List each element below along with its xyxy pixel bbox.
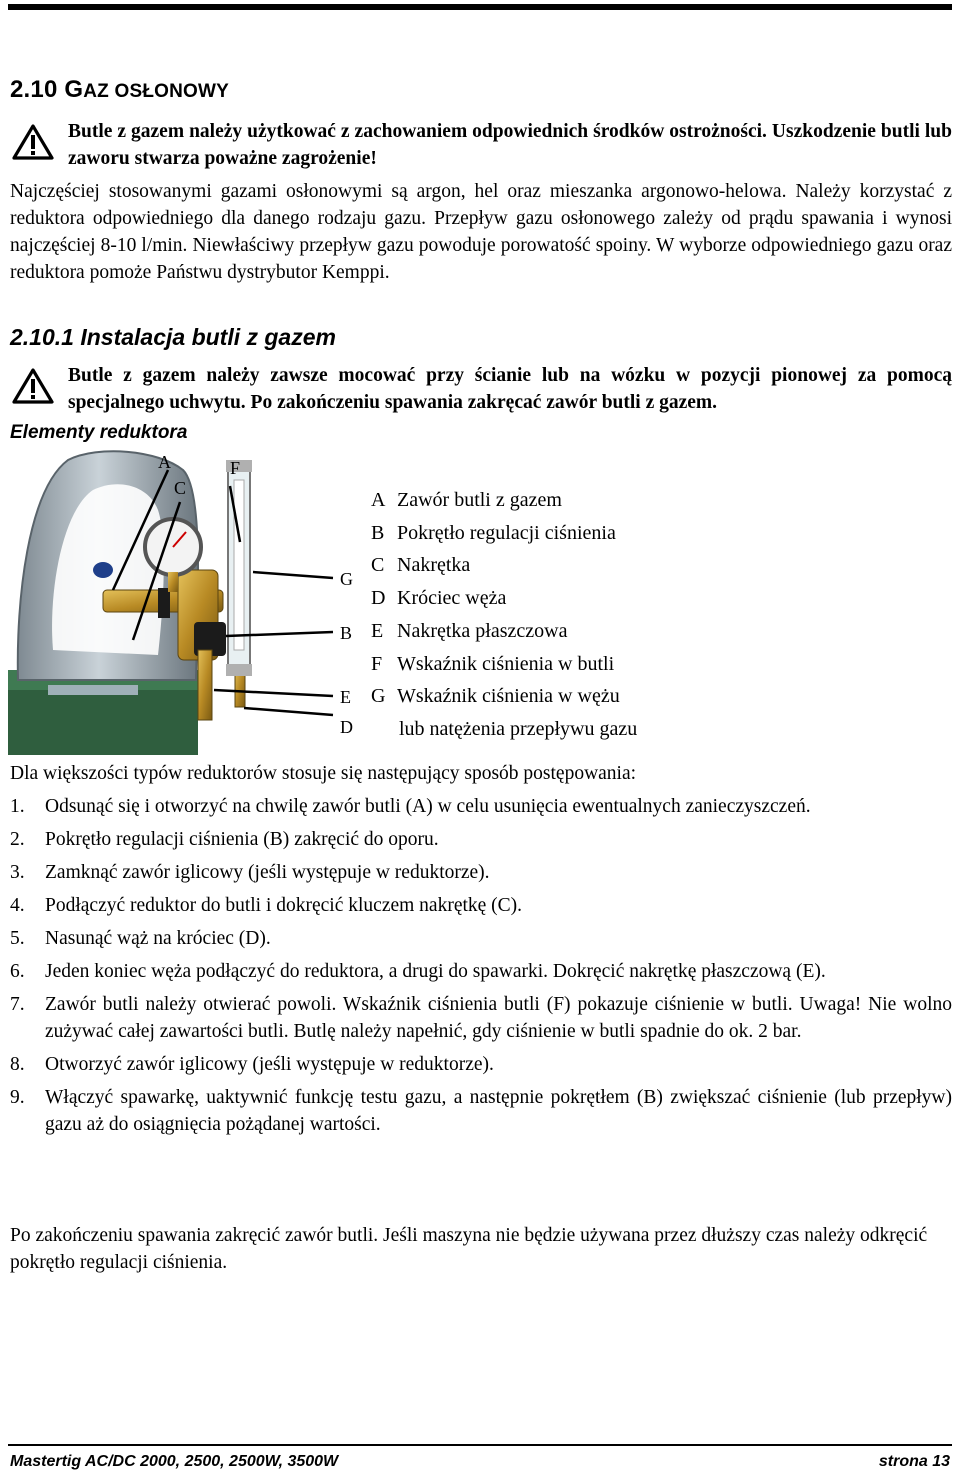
figure-label: G <box>340 569 353 589</box>
figure-label: F <box>230 458 241 478</box>
step-number: 6. <box>10 961 25 982</box>
legend-key: E <box>371 619 384 642</box>
step-number: 3. <box>10 862 25 883</box>
procedure-step <box>10 958 952 985</box>
step-text: Nasunąć wąż na króciec (D). <box>45 928 271 949</box>
section-title-rest: AZ OSŁONOWY <box>83 81 230 102</box>
figure-label: A <box>158 452 171 472</box>
figure-heading: Elementy reduktora <box>10 422 188 443</box>
legend-item <box>371 582 637 615</box>
procedure-step <box>10 859 952 886</box>
step-text: Jeden koniec węża podłączyć do reduktora, a drugi do spawarki. Dokręcić nakrętkę płaszczową (E). <box>45 961 826 982</box>
figure-label: D <box>340 717 353 737</box>
step-text: Zawór butli należy otwierać powoli. Wskaźnik ciśnienia butli (F) pokazuje ciśnienie w butli. Uwaga! Nie wolno zużywać całej zawartości butli. Butlę należy napełnić, gdy ciśnienie w butli spadnie do ok. 2 bar. <box>45 994 952 1042</box>
subsection-heading: 2.10.1 Instalacja butli z gazem <box>10 324 336 350</box>
procedure-steps <box>10 793 952 1144</box>
warning-text-mounting: Butle z gazem należy zawsze mocować przy ścianie lub na wózku w pozycji pionowej za pomocą specjalnego uchwytu. Po zakończeniu spawania zakręcać zawór butli z gazem. <box>68 365 952 413</box>
step-text: Otworzyć zawór iglicowy (jeśli występuje w reduktorze). <box>45 1054 494 1075</box>
step-text: Zamknąć zawór iglicowy (jeśli występuje w reduktorze). <box>45 862 490 883</box>
figure-label: B <box>340 623 353 643</box>
step-text: Włączyć spawarkę, uaktywnić funkcję testu gazu, a następnie pokrętłem (B) zwiększać ciśnienie (lub przepływ) gazu aż do osiągnięcia pożądanej wartości. <box>45 1087 952 1135</box>
procedure-step <box>10 991 952 1045</box>
legend-text: Króciec węża <box>397 587 507 610</box>
legend-item <box>371 517 637 550</box>
legend-text: Wskaźnik ciśnienia w wężu <box>397 685 620 708</box>
footer-page-number: strona 13 <box>878 1453 950 1470</box>
legend-text: Pokrętło regulacji ciśnienia <box>397 521 616 544</box>
procedure-intro: Dla większości typów reduktorów stosuje się następujący sposób postępowania: <box>10 763 637 784</box>
step-text: Odsunąć się i otworzyć na chwilę zawór butli (A) w celu usunięcia ewentualnych zanieczyszczeń. <box>45 796 811 817</box>
step-number: 2. <box>10 829 25 850</box>
legend-text-continuation: lub natężenia przepływu gazu <box>399 717 638 740</box>
step-text: Podłączyć reduktor do butli i dokręcić kluczem nakrętkę (C). <box>45 895 523 916</box>
step-number: 7. <box>10 994 25 1015</box>
section-title-initial: G <box>64 76 84 103</box>
figure-label: C <box>174 478 187 498</box>
legend-key: C <box>371 554 385 577</box>
step-text: Pokrętło regulacji ciśnienia (B) zakręcić do oporu. <box>45 829 439 850</box>
legend-text: Nakrętka płaszczowa <box>397 619 568 642</box>
section-number: 2.10 <box>10 76 58 103</box>
step-number: 9. <box>10 1087 25 1108</box>
step-number: 1. <box>10 796 25 817</box>
legend-item <box>371 680 637 713</box>
footer-rule <box>8 1444 952 1446</box>
regulator-diagram <box>8 450 360 755</box>
closing-paragraph: Po zakończeniu spawania zakręcić zawór butli. Jeśli maszyna nie będzie używana przez dłuższy czas należy odkręcić pokrętło regulacji ciśnienia. <box>10 1225 928 1273</box>
legend-key: A <box>371 489 386 511</box>
legend-key: G <box>371 685 386 708</box>
legend-text: Nakrętka <box>397 554 471 577</box>
footer-model-name: Mastertig AC/DC 2000, 2500, 2500W, 3500W <box>10 1453 339 1470</box>
legend-item <box>371 615 637 648</box>
legend-item <box>371 549 637 582</box>
warning-text-cylinders: Butle z gazem należy użytkować z zachowaniem odpowiednich środków ostrożności. Uszkodzenie butli lub zaworu stwarza poważne zagrożenie! <box>68 121 952 169</box>
legend-key: B <box>371 521 385 544</box>
shielding-gas-paragraph: Najczęściej stosowanymi gazami osłonowymi są argon, hel oraz mieszanka argonowo-helowa. Należy korzystać z reduktora odpowiedniego dla danego rodzaju gazu. Przepływ gazu osłonowego zależy od prądu spawania i wynosi najczęściej 8-10 l/min. Niewłaściwy przepływ gazu powoduje porowatość spoiny. W wyborze odpowiedniego gazu oraz reduktora pomoże Państwu dystrybutor Kemppi. <box>10 181 952 283</box>
procedure-step <box>10 826 952 853</box>
step-number: 8. <box>10 1054 25 1075</box>
legend-item <box>371 484 637 517</box>
procedure-step <box>10 925 952 952</box>
procedure-step <box>10 1051 952 1078</box>
section-heading <box>10 76 229 104</box>
top-rule <box>8 4 952 10</box>
legend-key: D <box>371 587 386 610</box>
procedure-step <box>10 1084 952 1138</box>
legend-text: Zawór butli z gazem <box>397 489 562 511</box>
procedure-step <box>10 892 952 919</box>
warning-icon <box>12 368 54 404</box>
figure-legend <box>371 484 637 746</box>
legend-key: F <box>371 652 383 675</box>
legend-item <box>371 648 637 681</box>
figure-label: E <box>340 687 351 707</box>
procedure-step <box>10 793 952 820</box>
warning-icon <box>12 124 54 160</box>
legend-text: Wskaźnik ciśnienia w butli <box>397 652 615 675</box>
step-number: 4. <box>10 895 25 916</box>
step-number: 5. <box>10 928 25 949</box>
